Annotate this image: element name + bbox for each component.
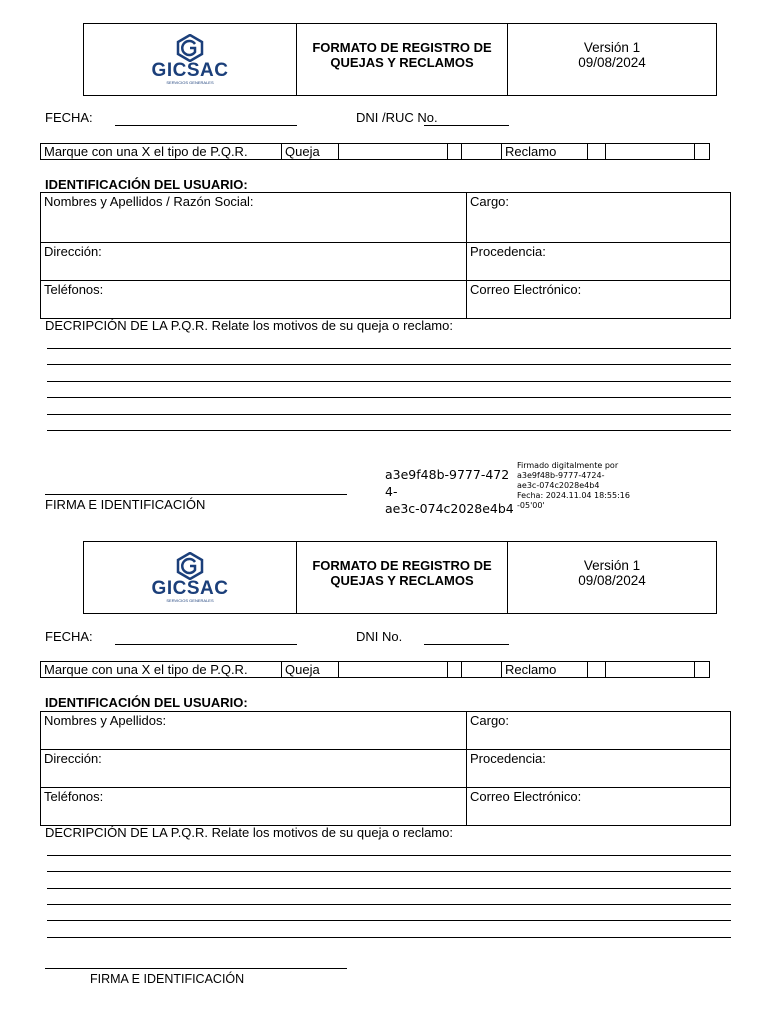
blank-cell bbox=[606, 662, 695, 677]
form-version: Versión 1 bbox=[583, 558, 641, 573]
descripcion-line[interactable] bbox=[47, 348, 731, 349]
id-table bbox=[40, 711, 731, 826]
descripcion-line[interactable] bbox=[47, 381, 731, 382]
correo-field[interactable]: Correo Electrónico: bbox=[470, 789, 582, 804]
queja-label: Queja bbox=[282, 662, 339, 677]
fecha-label: FECHA: bbox=[45, 629, 93, 644]
form1-header bbox=[83, 23, 717, 96]
descripcion-line[interactable] bbox=[47, 855, 731, 856]
logo-name: GICSAC bbox=[151, 60, 229, 81]
descripcion-line[interactable] bbox=[47, 414, 731, 415]
signature-id: a3e9f48b-9777-472 4- ae3c-074c2028e4b4 bbox=[385, 467, 514, 516]
form-title: FORMATO DE REGISTRO DE QUEJAS Y RECLAMOS bbox=[312, 558, 492, 588]
nombres-field[interactable]: Nombres y Apellidos / Razón Social: bbox=[41, 193, 467, 242]
reclamo-checkbox[interactable] bbox=[588, 144, 606, 159]
pqr-type-label: Marque con una X el tipo de P.Q.R. bbox=[41, 662, 282, 677]
signature-details: Firmado digitalmente por a3e9f48b-9777-4724- ae3c-074c2028e4b4 Fecha: 2024.11.04 18:55:16 -05'00' bbox=[517, 461, 630, 510]
blank-cell bbox=[462, 662, 502, 677]
blank-cell bbox=[695, 662, 709, 677]
reclamo-label: Reclamo bbox=[502, 662, 588, 677]
firma-line[interactable] bbox=[45, 968, 347, 969]
firma-line[interactable] bbox=[45, 494, 347, 495]
form-title: FORMATO DE REGISTRO DE QUEJAS Y RECLAMOS bbox=[312, 40, 492, 70]
descripcion-label: DECRIPCIÓN DE LA P.Q.R. Relate los motivos de su queja o reclamo: bbox=[45, 825, 453, 840]
pqr-type-row bbox=[40, 143, 710, 160]
direccion-field[interactable]: Dirección: bbox=[41, 243, 467, 280]
form-date: 09/08/2024 bbox=[578, 573, 646, 588]
correo-field[interactable]: Correo Electrónico: bbox=[470, 282, 582, 297]
logo-name: GICSAC bbox=[151, 578, 229, 599]
descripcion-line[interactable] bbox=[47, 888, 731, 889]
fecha-label: FECHA: bbox=[45, 110, 93, 125]
gicsac-logo-icon bbox=[176, 552, 204, 580]
descripcion-line[interactable] bbox=[47, 430, 731, 431]
id-heading: IDENTIFICACIÓN DEL USUARIO: bbox=[45, 177, 248, 192]
blank-cell bbox=[695, 144, 709, 159]
procedencia-field[interactable]: Procedencia: bbox=[470, 244, 546, 259]
pqr-type-label: Marque con una X el tipo de P.Q.R. bbox=[41, 144, 282, 159]
id-heading: IDENTIFICACIÓN DEL USUARIO: bbox=[45, 695, 248, 710]
queja-label: Queja bbox=[282, 144, 339, 159]
dni-field[interactable] bbox=[424, 644, 509, 645]
blank-cell bbox=[448, 144, 462, 159]
cargo-field[interactable]: Cargo: bbox=[470, 194, 510, 209]
pqr-type-row bbox=[40, 661, 710, 678]
cargo-field[interactable]: Cargo: bbox=[470, 713, 510, 728]
form2-header bbox=[83, 541, 717, 614]
reclamo-label: Reclamo bbox=[502, 144, 588, 159]
dni-field[interactable] bbox=[424, 125, 509, 126]
blank-cell bbox=[606, 144, 695, 159]
queja-checkbox[interactable] bbox=[339, 662, 448, 677]
descripcion-line[interactable] bbox=[47, 364, 731, 365]
procedencia-field[interactable]: Procedencia: bbox=[470, 751, 546, 766]
gicsac-logo-icon bbox=[176, 34, 204, 62]
firma-label: FIRMA E IDENTIFICACIÓN bbox=[90, 972, 245, 986]
telefonos-field[interactable]: Teléfonos: bbox=[41, 788, 467, 825]
form-date: 09/08/2024 bbox=[578, 55, 646, 70]
queja-checkbox[interactable] bbox=[339, 144, 448, 159]
logo-subtitle: SERVICIOS GENERALES bbox=[166, 80, 214, 85]
telefonos-field[interactable]: Teléfonos: bbox=[41, 281, 467, 318]
logo-subtitle: SERVICIOS GENERALES bbox=[166, 598, 214, 603]
descripcion-line[interactable] bbox=[47, 937, 731, 938]
reclamo-checkbox[interactable] bbox=[588, 662, 606, 677]
id-table bbox=[40, 192, 731, 319]
descripcion-line[interactable] bbox=[47, 397, 731, 398]
blank-cell bbox=[462, 144, 502, 159]
descripcion-label: DECRIPCIÓN DE LA P.Q.R. Relate los motivos de su queja o reclamo: bbox=[45, 318, 453, 333]
blank-cell bbox=[448, 662, 462, 677]
dni-label: DNI /RUC No. bbox=[356, 110, 438, 125]
form1-logo bbox=[84, 24, 297, 95]
form-version: Versión 1 bbox=[583, 40, 641, 55]
nombres-field[interactable]: Nombres y Apellidos: bbox=[41, 712, 467, 749]
descripcion-line[interactable] bbox=[47, 920, 731, 921]
fecha-field[interactable] bbox=[115, 644, 297, 645]
direccion-field[interactable]: Dirección: bbox=[41, 750, 467, 787]
descripcion-line[interactable] bbox=[47, 871, 731, 872]
form2-logo bbox=[84, 542, 297, 613]
descripcion-line[interactable] bbox=[47, 904, 731, 905]
fecha-field[interactable] bbox=[115, 125, 297, 126]
dni-label: DNI No. bbox=[356, 629, 403, 644]
firma-label: FIRMA E IDENTIFICACIÓN bbox=[45, 497, 206, 512]
